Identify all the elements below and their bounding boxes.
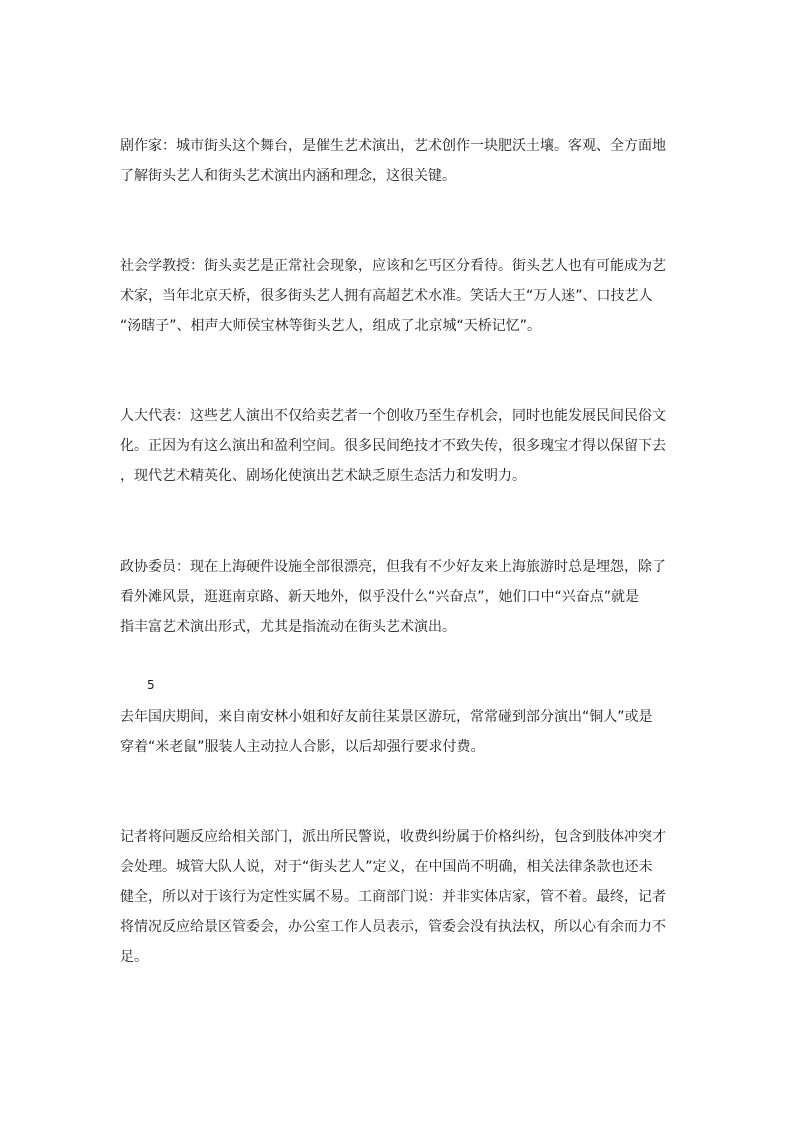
text-line: 政协委员：现在上海硬件设施全部很漂亮，但我有不少好友来上海旅游时总是埋怨，除了 xyxy=(120,559,666,575)
text-line: “汤瞎子”、相声大师侯宝林等街头艺人，组成了北京城“天桥记忆”。 xyxy=(120,318,542,334)
paragraph-playwright xyxy=(120,131,680,191)
text-line: 穿着“米老鼠”服装人主动拉人合影，以后却强行要求付费。 xyxy=(120,739,485,755)
text-line: 去年国庆期间，来自南安林小姐和好友前往某景区游玩，常常碰到部分演出“铜人”或是 xyxy=(120,709,653,725)
text-line: 指丰富艺术演出形式，尤其是指流动在街头艺术演出。 xyxy=(120,619,456,635)
text-line: 术家，当年北京天桥，很多街头艺人拥有高超艺术水准。笑话大王“万人迷”、口技艺人 xyxy=(120,288,653,304)
text-line: 剧作家：城市街头这个舞台，是催生艺术演出，艺术创作一块肥沃土壤。客观、全方面地 xyxy=(120,138,666,154)
text-line: 将情况反应给景区管委会，办公室工作人员表示，管委会没有执法权，所以心有余而力不 xyxy=(120,919,666,935)
text-line: 健全，所以对于该行为定性实属不易。工商部门说：并非实体店家，管不着。最终，记者 xyxy=(120,889,666,905)
text-line: 记者将问题反应给相关部门，派出所民警说，收费纠纷属于价格纠纷，包含到肢体冲突才 xyxy=(120,829,666,845)
text-line: 了解街头艺人和街头艺术演出内涵和理念，这很关键。 xyxy=(120,168,456,184)
paragraph-sociology-professor xyxy=(120,251,680,341)
text-line: 看外滩风景，逛逛南京路、新天地外，似乎没什么“兴奋点”，她们口中“兴奋点”就是 xyxy=(120,589,640,605)
text-line: 会处理。城管大队人说，对于“街头艺人”定义，在中国尚不明确，相关法律条款也还未 xyxy=(120,859,653,875)
text-line: 足。 xyxy=(120,949,148,965)
text-line: 人大代表：这些艺人演出不仅给卖艺者一个创收乃至生存机会，同时也能发展民间民俗文 xyxy=(120,408,666,424)
paragraph-reporter-followup xyxy=(120,822,680,972)
text-line: ，现代艺术精英化、剧场化使演出艺术缺乏原生态活力和发明力。 xyxy=(120,468,526,484)
section-number: 5 xyxy=(147,678,155,692)
text-line: 社会学教授：街头卖艺是正常社会现象，应该和乞丐区分看待。街头艺人也有可能成为艺 xyxy=(120,258,666,274)
paragraph-cppcc-member xyxy=(120,552,680,642)
paragraph-national-day-incident xyxy=(120,702,680,762)
paragraph-npc-deputy xyxy=(120,401,680,491)
text-line: 化。正因为有这么演出和盈利空间。很多民间绝技才不致失传，很多瑰宝才得以保留下去 xyxy=(120,438,666,454)
